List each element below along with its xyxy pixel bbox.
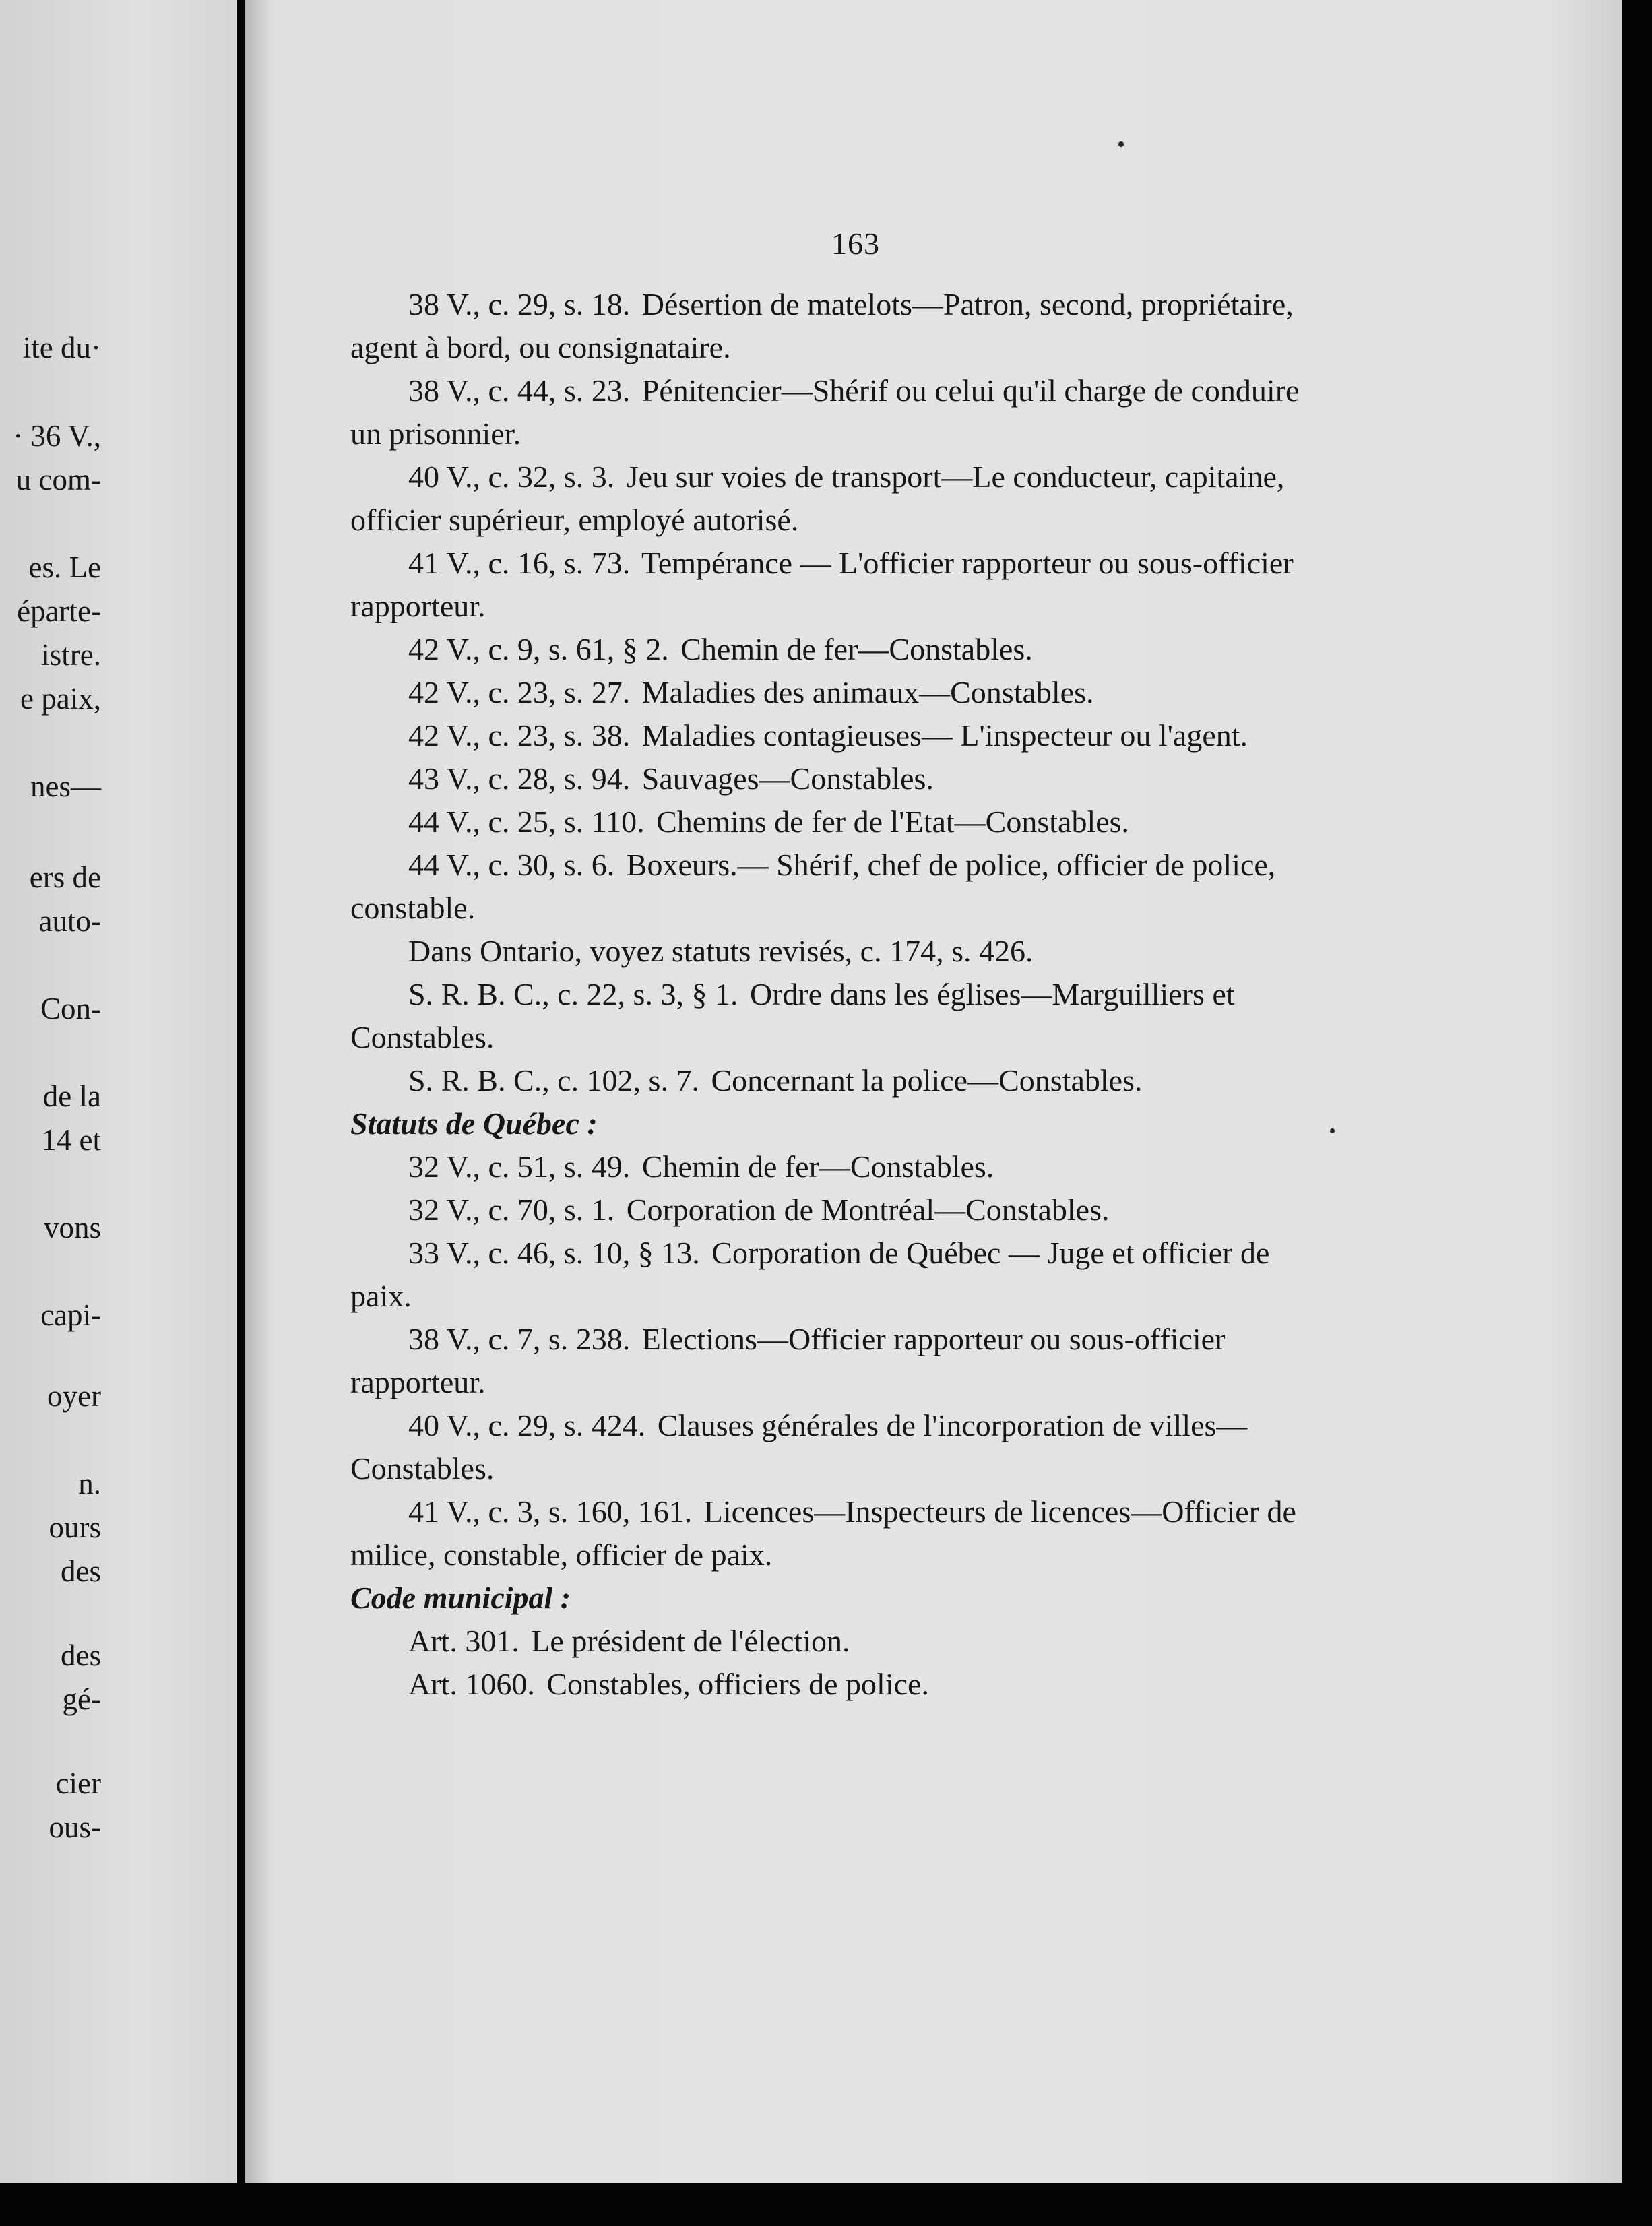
facing-page-fragment: des xyxy=(61,1554,101,1588)
scan-bottom-border xyxy=(0,2183,1652,2226)
statute-entry xyxy=(350,628,1321,671)
statute-citation: S. R. B. C., c. 22, s. 3, § 1. xyxy=(408,977,738,1011)
statute-description: Concernant la police—Constables. xyxy=(711,1063,1143,1098)
statute-description: Tempérance — L'officier rapporteur ou sous-officier rapporteur. xyxy=(350,546,1294,623)
statute-citation: 40 V., c. 29, s. 424. xyxy=(408,1408,646,1442)
facing-page-fragment: auto- xyxy=(38,904,101,938)
statute-citation: Art. 301. xyxy=(408,1624,519,1658)
statute-description: Maladies des animaux—Constables. xyxy=(641,675,1094,709)
facing-page-fragment: ite du· xyxy=(22,331,101,364)
statute-entry xyxy=(350,369,1321,455)
statute-citation: 32 V., c. 70, s. 1. xyxy=(408,1192,615,1227)
statute-entry xyxy=(350,1059,1321,1102)
facing-page-fragment: éparte- xyxy=(17,594,101,628)
ink-speck xyxy=(1118,141,1124,147)
statute-entry xyxy=(350,844,1321,930)
statute-description: Clauses générales de l'incorporation de villes—Constables. xyxy=(350,1408,1248,1486)
statute-entry xyxy=(350,1145,1321,1188)
facing-page-fragment: ers de xyxy=(29,860,101,894)
statute-citation: S. R. B. C., c. 102, s. 7. xyxy=(408,1063,699,1098)
facing-page-fragment: u com- xyxy=(15,463,101,497)
facing-page-fragment: Con- xyxy=(40,992,101,1025)
statute-citation: 32 V., c. 51, s. 49. xyxy=(408,1149,631,1184)
statute-citation: Art. 1060. xyxy=(408,1667,535,1701)
statute-entry xyxy=(350,800,1321,844)
statute-description: Désertion de matelots—Patron, second, propriétaire, agent à bord, ou consignataire. xyxy=(350,287,1294,364)
statute-citation: 43 V., c. 28, s. 94. xyxy=(408,761,631,796)
statute-description: Chemin de fer—Constables. xyxy=(680,632,1033,666)
statute-citation: 44 V., c. 30, s. 6. xyxy=(408,848,615,882)
statute-description: Maladies contagieuses— L'inspecteur ou l'agent. xyxy=(641,718,1248,753)
ink-speck xyxy=(1330,1128,1335,1133)
statute-entry xyxy=(350,757,1321,800)
scan-right-border xyxy=(1622,0,1652,2226)
facing-page-fragment: gé- xyxy=(62,1682,101,1716)
facing-page-fragment: des xyxy=(61,1639,101,1672)
facing-page-fragment: e paix, xyxy=(20,682,101,716)
facing-page-fragment: capi- xyxy=(40,1298,101,1332)
statute-entry xyxy=(350,1663,1321,1706)
statute-description: Sauvages—Constables. xyxy=(641,761,934,796)
statute-entry xyxy=(350,1404,1321,1490)
statute-citation: 42 V., c. 23, s. 38. xyxy=(408,718,631,753)
statute-description: Le président de l'élection. xyxy=(531,1624,850,1658)
statute-description: Dans Ontario, voyez statuts revisés, c. 174, s. 426. xyxy=(408,934,1034,968)
statute-citation: 42 V., c. 9, s. 61, § 2. xyxy=(408,632,669,666)
facing-page-fragment: de la xyxy=(42,1079,101,1113)
facing-page-fragment: ours xyxy=(49,1510,101,1544)
statute-entry xyxy=(350,455,1321,542)
statute-description: Chemins de fer de l'Etat—Constables. xyxy=(656,804,1130,839)
facing-page-edge xyxy=(0,0,236,2226)
page-number: 163 xyxy=(831,226,880,261)
statute-entry xyxy=(350,714,1321,757)
statute-citation: 40 V., c. 32, s. 3. xyxy=(408,459,615,494)
statute-citation: 41 V., c. 3, s. 160, 161. xyxy=(408,1494,693,1529)
facing-page-fragment: istre. xyxy=(41,638,101,672)
facing-page-fragment: · 36 V., xyxy=(13,419,101,453)
statute-entry xyxy=(350,1490,1321,1577)
statute-citation: 41 V., c. 16, s. 73. xyxy=(408,546,631,580)
statute-entry xyxy=(350,1318,1321,1404)
facing-page-fragment: oyer xyxy=(47,1379,101,1413)
statute-note xyxy=(350,930,1321,973)
statute-citation: 44 V., c. 25, s. 110. xyxy=(408,804,645,839)
statute-description: Elections—Officier rapporteur ou sous-officier rapporteur. xyxy=(350,1322,1226,1399)
statute-citation: 38 V., c. 29, s. 18. xyxy=(408,287,631,321)
statute-entry xyxy=(350,1620,1321,1663)
binding-gutter xyxy=(237,0,245,2226)
facing-page-fragment: es. Le xyxy=(28,550,101,584)
facing-page-fragment: vons xyxy=(43,1211,101,1244)
statute-description: Chemin de fer—Constables. xyxy=(641,1149,994,1184)
section-heading-municipal: Code municipal : xyxy=(350,1581,571,1615)
statute-entry xyxy=(350,1188,1321,1232)
statute-entry xyxy=(350,1232,1321,1318)
facing-page-fragment: n. xyxy=(78,1467,101,1500)
statute-citation: 42 V., c. 23, s. 27. xyxy=(408,675,631,709)
statute-citation: 33 V., c. 46, s. 10, § 13. xyxy=(408,1236,700,1270)
statute-description: Pénitencier—Shérif ou celui qu'il charge de conduire un prisonnier. xyxy=(350,373,1300,451)
section-heading-quebec: Statuts de Québec : xyxy=(350,1106,598,1141)
statute-entry xyxy=(350,283,1321,369)
statute-entry xyxy=(350,542,1321,628)
statute-description: Ordre dans les églises—Marguilliers et Constables. xyxy=(350,977,1235,1054)
facing-page-fragment: 14 et xyxy=(41,1123,101,1157)
statute-citation: 38 V., c. 44, s. 23. xyxy=(408,373,631,408)
statute-list xyxy=(350,283,1321,1706)
statute-entry xyxy=(350,973,1321,1059)
statute-description: Constables, officiers de police. xyxy=(546,1667,929,1701)
statute-citation: 38 V., c. 7, s. 238. xyxy=(408,1322,631,1356)
statute-description: Corporation de Montréal—Constables. xyxy=(626,1192,1110,1227)
statute-description: Jeu sur voies de transport—Le conducteur, capitaine, officier supérieur, employé autorisé. xyxy=(350,459,1285,537)
gutter-shadow xyxy=(245,0,272,2226)
statute-entry xyxy=(350,671,1321,714)
facing-page-fragment: cier xyxy=(55,1767,101,1800)
statute-description: Boxeurs.— Shérif, chef de police, officier de police, constable. xyxy=(350,848,1276,925)
facing-page-fragment: ous- xyxy=(49,1810,101,1844)
statute-description: Licences—Inspecteurs de licences—Officier de milice, constable, officier de paix. xyxy=(350,1494,1296,1572)
statute-description: Corporation de Québec — Juge et officier de paix. xyxy=(350,1236,1270,1313)
facing-page-fragment: nes— xyxy=(30,769,101,803)
